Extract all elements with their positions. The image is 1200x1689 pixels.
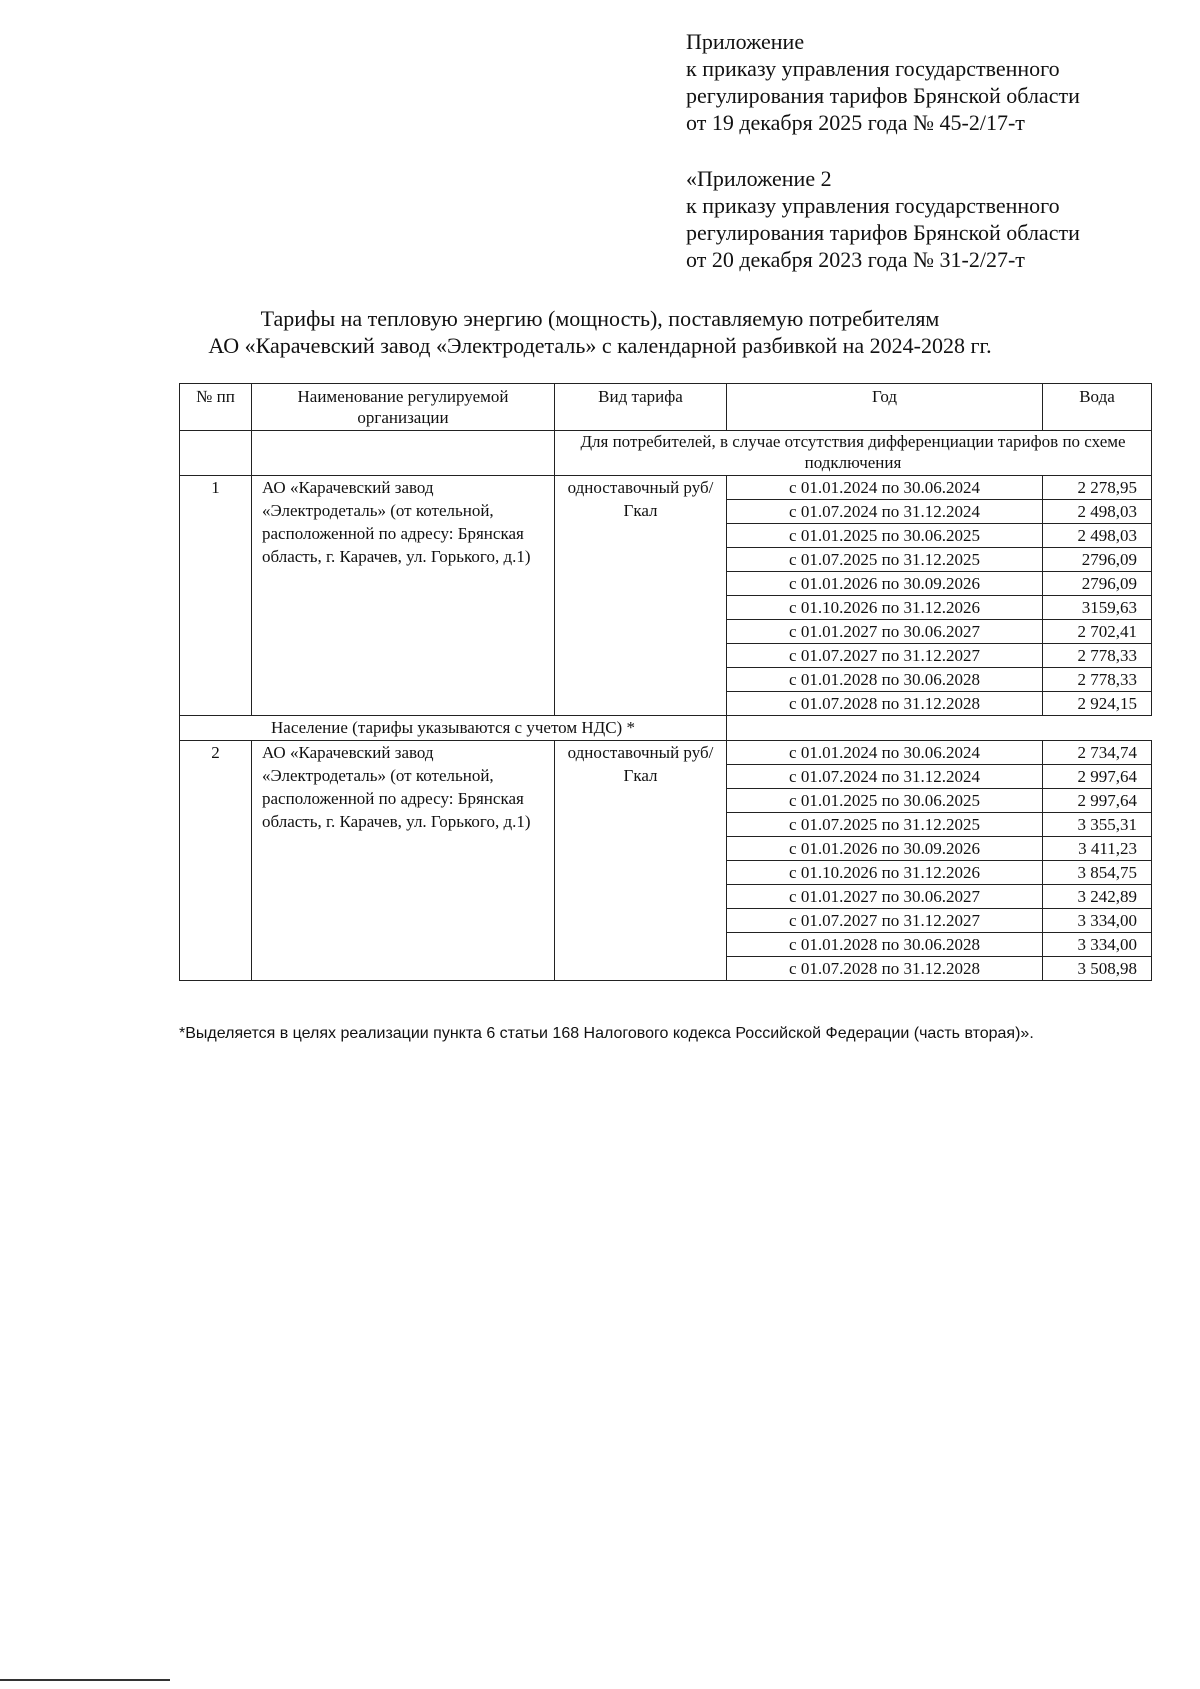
appendix-note-current: [686, 28, 1166, 136]
appendix-line: регулирования тарифов Брянской области: [686, 83, 1080, 108]
appendix-line: «Приложение 2: [686, 166, 832, 191]
group-label: Население (тарифы указываются с учетом НДС) *: [180, 716, 727, 741]
appendix-note-amended: [686, 165, 1166, 273]
water-tariff-value: 2796,09: [1043, 572, 1152, 596]
period-cell: с 01.07.2025 по 31.12.2025: [727, 548, 1043, 572]
water-tariff-value: 2 997,64: [1043, 765, 1152, 789]
period-cell: с 01.10.2026 по 31.12.2026: [727, 596, 1043, 620]
group-label: Для потребителей, в случае отсутствия дифференциации тарифов по схеме подключения: [555, 431, 1152, 476]
organization-name: АО «Карачевский завод «Электродеталь» (от котельной, расположенной по адресу: Брянская область, г. Карачев, ул. Горького, д.1): [252, 476, 555, 716]
period-cell: с 01.10.2026 по 31.12.2026: [727, 861, 1043, 885]
title-line: Тарифы на тепловую энергию (мощность), поставляемую потребителям: [260, 306, 940, 331]
empty-cell: [180, 431, 252, 476]
period-cell: с 01.07.2024 по 31.12.2024: [727, 765, 1043, 789]
water-tariff-value: 2796,09: [1043, 548, 1152, 572]
title-line: АО «Карачевский завод «Электродеталь» с календарной разбивкой на 2024-2028 гг.: [208, 333, 992, 358]
tariff-type: одноставочный руб/Гкал: [555, 476, 727, 716]
water-tariff-value: 2 702,41: [1043, 620, 1152, 644]
empty-cell: [252, 431, 555, 476]
water-tariff-value: 3 355,31: [1043, 813, 1152, 837]
period-cell: с 01.07.2027 по 31.12.2027: [727, 644, 1043, 668]
period-cell: с 01.01.2026 по 30.09.2026: [727, 572, 1043, 596]
water-tariff-value: 2 498,03: [1043, 524, 1152, 548]
tariff-table-body: [180, 384, 1152, 981]
appendix-line: регулирования тарифов Брянской области: [686, 220, 1080, 245]
header-water: Вода: [1043, 384, 1152, 431]
period-cell: с 01.01.2025 по 30.06.2025: [727, 789, 1043, 813]
header-org: Наименование регулируемой организации: [252, 384, 555, 431]
appendix-line: Приложение: [686, 29, 805, 54]
water-tariff-value: 2 734,74: [1043, 741, 1152, 765]
bottom-rule: [0, 1679, 170, 1681]
table-row: [180, 741, 1152, 765]
water-tariff-value: 2 278,95: [1043, 476, 1152, 500]
appendix-line: к приказу управления государственного: [686, 193, 1060, 218]
period-cell: с 01.01.2024 по 30.06.2024: [727, 741, 1043, 765]
water-tariff-value: 3159,63: [1043, 596, 1152, 620]
water-tariff-value: 3 854,75: [1043, 861, 1152, 885]
period-cell: с 01.01.2028 по 30.06.2028: [727, 933, 1043, 957]
water-tariff-value: 2 498,03: [1043, 500, 1152, 524]
water-tariff-value: 3 334,00: [1043, 933, 1152, 957]
water-tariff-value: 3 411,23: [1043, 837, 1152, 861]
row-number: 1: [180, 476, 252, 716]
water-tariff-value: 2 778,33: [1043, 668, 1152, 692]
period-cell: с 01.01.2028 по 30.06.2028: [727, 668, 1043, 692]
period-cell: с 01.01.2026 по 30.09.2026: [727, 837, 1043, 861]
period-cell: с 01.01.2024 по 30.06.2024: [727, 476, 1043, 500]
table-row: [180, 476, 1152, 500]
period-cell: с 01.01.2025 по 30.06.2025: [727, 524, 1043, 548]
header-num: № пп: [180, 384, 252, 431]
tariff-table: [179, 383, 1152, 981]
water-tariff-value: 2 924,15: [1043, 692, 1152, 716]
period-cell: с 01.01.2027 по 30.06.2027: [727, 620, 1043, 644]
appendix-line: к приказу управления государственного: [686, 56, 1060, 81]
water-tariff-value: 2 997,64: [1043, 789, 1152, 813]
group-label-row: [180, 431, 1152, 476]
water-tariff-value: 3 508,98: [1043, 957, 1152, 981]
row-number: 2: [180, 741, 252, 981]
period-cell: с 01.07.2025 по 31.12.2025: [727, 813, 1043, 837]
period-cell: с 01.07.2028 по 31.12.2028: [727, 957, 1043, 981]
water-tariff-value: 2 778,33: [1043, 644, 1152, 668]
period-cell: с 01.07.2027 по 31.12.2027: [727, 909, 1043, 933]
period-cell: с 01.01.2027 по 30.06.2027: [727, 885, 1043, 909]
document-title: [100, 305, 1100, 359]
header-year: Год: [727, 384, 1043, 431]
tariff-type: одноставочный руб/Гкал: [555, 741, 727, 981]
water-tariff-value: 3 334,00: [1043, 909, 1152, 933]
group-label-row: [180, 716, 1152, 741]
footnote: *Выделяется в целях реализации пункта 6 статьи 168 Налогового кодекса Российской Федерации (часть вторая)».: [179, 1025, 1034, 1042]
appendix-line: от 19 декабря 2025 года № 45-2/17-т: [686, 110, 1025, 135]
appendix-line: от 20 декабря 2023 года № 31-2/27-т: [686, 247, 1025, 272]
organization-name: АО «Карачевский завод «Электродеталь» (от котельной, расположенной по адресу: Брянская область, г. Карачев, ул. Горького, д.1): [252, 741, 555, 981]
period-cell: с 01.07.2024 по 31.12.2024: [727, 500, 1043, 524]
header-tariff-type: Вид тарифа: [555, 384, 727, 431]
water-tariff-value: 3 242,89: [1043, 885, 1152, 909]
period-cell: с 01.07.2028 по 31.12.2028: [727, 692, 1043, 716]
table-header-row: [180, 384, 1152, 431]
